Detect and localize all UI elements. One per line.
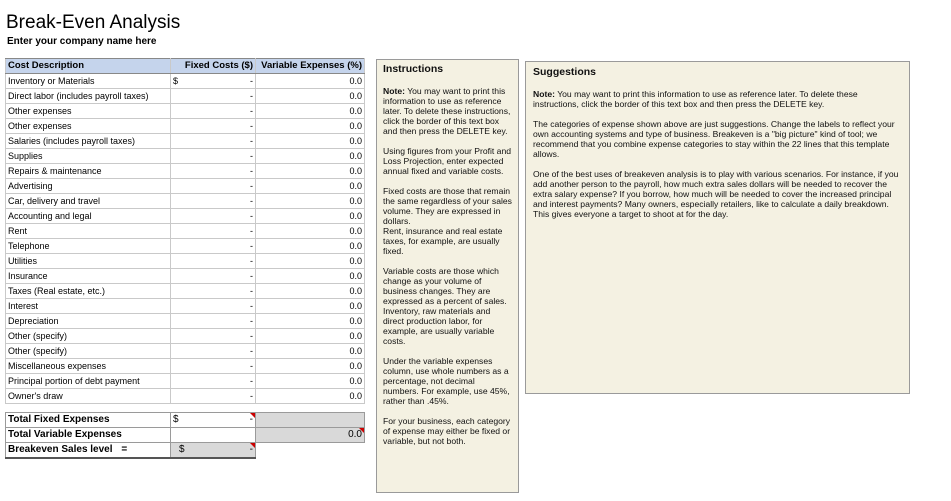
fixed-cost-value: - xyxy=(250,316,253,326)
variable-expense-cell[interactable]: 0.0 xyxy=(256,374,365,389)
table-row xyxy=(6,224,365,239)
fixed-cost-cell[interactable] xyxy=(171,179,256,194)
cost-description-cell[interactable]: Direct labor (includes payroll taxes) xyxy=(6,89,171,104)
variable-expense-cell[interactable]: 0.0 xyxy=(256,224,365,239)
cost-description-cell[interactable]: Advertising xyxy=(6,179,171,194)
variable-expense-cell[interactable]: 0.0 xyxy=(256,164,365,179)
variable-expense-cell[interactable]: 0.0 xyxy=(256,299,365,314)
variable-expense-cell[interactable]: 0.0 xyxy=(256,119,365,134)
breakeven-value: - xyxy=(249,444,253,455)
currency-symbol: $ xyxy=(173,414,179,425)
cost-description-cell[interactable]: Salaries (includes payroll taxes) xyxy=(6,134,171,149)
comment-marker-icon xyxy=(250,443,255,448)
fixed-cost-value: - xyxy=(250,181,253,191)
fixed-cost-cell[interactable] xyxy=(171,254,256,269)
cost-description-cell[interactable]: Utilities xyxy=(6,254,171,269)
variable-expense-cell[interactable]: 0.0 xyxy=(256,89,365,104)
note-text: You may want to print this information to use as reference later. To delete these instructions, click the border of this text box and then press the DELETE key. xyxy=(383,86,511,136)
fixed-cost-value: - xyxy=(250,241,253,251)
fixed-cost-cell[interactable] xyxy=(171,164,256,179)
fixed-cost-cell[interactable] xyxy=(171,104,256,119)
variable-expense-cell[interactable]: 0.0 xyxy=(256,179,365,194)
instructions-paragraph: Variable costs are those which change as your volume of business changes. They are expressed as a percent of sales. Inventory, raw materials and direct production labor, for example, are usually variable costs. xyxy=(383,266,507,346)
suggestions-title: Suggestions xyxy=(533,66,597,78)
fixed-cost-cell[interactable] xyxy=(171,314,256,329)
fixed-cost-value: - xyxy=(250,136,253,146)
variable-expense-cell[interactable]: 0.0 xyxy=(256,269,365,284)
cost-description-cell[interactable]: Owner's draw xyxy=(6,389,171,404)
currency-symbol: $ xyxy=(179,444,185,455)
variable-expense-cell[interactable]: 0.0 xyxy=(256,389,365,404)
comment-marker-icon xyxy=(250,413,255,418)
fixed-cost-cell[interactable] xyxy=(171,299,256,314)
total-variable-fixed-blank xyxy=(171,428,256,443)
cost-description-cell[interactable]: Other (specify) xyxy=(6,344,171,359)
header-variable-expenses: Variable Expenses (%) xyxy=(256,59,365,74)
variable-expense-cell[interactable]: 0.0 xyxy=(256,254,365,269)
fixed-cost-cell[interactable] xyxy=(171,224,256,239)
table-header-row xyxy=(6,59,365,74)
fixed-cost-value: - xyxy=(250,391,253,401)
total-fixed-label: Total Fixed Expenses xyxy=(6,413,171,428)
variable-expense-cell[interactable]: 0.0 xyxy=(256,194,365,209)
fixed-cost-cell[interactable] xyxy=(171,359,256,374)
table-row xyxy=(6,299,365,314)
breakeven-row xyxy=(6,443,365,459)
fixed-cost-value: - xyxy=(250,106,253,116)
fixed-cost-value: - xyxy=(250,331,253,341)
header-cost-description: Cost Description xyxy=(6,59,171,74)
fixed-cost-value: - xyxy=(250,121,253,131)
suggestions-paragraph: The categories of expense shown above are just suggestions. Change the labels to reflect your own accounting systems and type of business. Breakeven is a "big picture" kind of tool; we recommend that you combine expense categories to stay within the 22 lines that this template allows. xyxy=(533,119,895,159)
cost-description-cell[interactable]: Taxes (Real estate, etc.) xyxy=(6,284,171,299)
cost-description-cell[interactable]: Other expenses xyxy=(6,119,171,134)
cost-description-cell[interactable]: Car, delivery and travel xyxy=(6,194,171,209)
total-fixed-value: - xyxy=(249,414,253,425)
fixed-cost-value: - xyxy=(250,376,253,386)
fixed-cost-value: - xyxy=(250,151,253,161)
table-row xyxy=(6,329,365,344)
cost-table xyxy=(5,58,365,404)
cost-description-cell[interactable]: Inventory or Materials xyxy=(6,74,171,89)
note-label: Note: xyxy=(533,89,555,99)
variable-expense-cell[interactable]: 0.0 xyxy=(256,209,365,224)
fixed-cost-value: - xyxy=(250,346,253,356)
variable-expense-cell[interactable]: 0.0 xyxy=(256,149,365,164)
fixed-cost-value: - xyxy=(250,226,253,236)
table-row xyxy=(6,389,365,404)
fixed-cost-value: - xyxy=(250,211,253,221)
fixed-cost-cell[interactable] xyxy=(171,389,256,404)
cost-description-cell[interactable]: Telephone xyxy=(6,239,171,254)
fixed-cost-cell[interactable] xyxy=(171,374,256,389)
note-text: You may want to print this information to use as reference later. To delete these instructions, click the border of this text box and then press the DELETE key. xyxy=(533,89,858,109)
table-row xyxy=(6,74,365,89)
breakeven-equals: = xyxy=(121,444,128,455)
comment-marker-icon xyxy=(359,428,364,433)
instructions-title: Instructions xyxy=(383,63,444,75)
variable-expense-cell[interactable]: 0.0 xyxy=(256,74,365,89)
company-name-cell[interactable]: Enter your company name here xyxy=(7,36,157,47)
fixed-cost-cell[interactable] xyxy=(171,344,256,359)
fixed-cost-cell[interactable] xyxy=(171,284,256,299)
cost-description-cell[interactable]: Principal portion of debt payment xyxy=(6,374,171,389)
variable-expense-cell[interactable]: 0.0 xyxy=(256,329,365,344)
fixed-cost-cell[interactable] xyxy=(171,89,256,104)
cost-description-cell[interactable]: Rent xyxy=(6,224,171,239)
cost-description-cell[interactable]: Other expenses xyxy=(6,104,171,119)
fixed-cost-value: - xyxy=(250,286,253,296)
cost-description-cell[interactable]: Miscellaneous expenses xyxy=(6,359,171,374)
fixed-cost-cell[interactable] xyxy=(171,239,256,254)
table-row xyxy=(6,89,365,104)
totals-table xyxy=(5,412,365,459)
table-row xyxy=(6,314,365,329)
fixed-cost-cell[interactable] xyxy=(171,269,256,284)
fixed-cost-value: - xyxy=(250,271,253,281)
variable-expense-cell[interactable]: 0.0 xyxy=(256,134,365,149)
fixed-cost-cell[interactable] xyxy=(171,209,256,224)
table-row xyxy=(6,269,365,284)
fixed-cost-value: - xyxy=(250,301,253,311)
instructions-textbox[interactable] xyxy=(376,59,519,493)
total-variable-value: 0.0 xyxy=(348,429,362,440)
fixed-cost-cell[interactable] xyxy=(171,119,256,134)
cost-description-cell[interactable]: Supplies xyxy=(6,149,171,164)
instructions-paragraph: Under the variable expenses column, use whole numbers as a percentage, not decimal numbers. For example, use 45%, rather than .45%. xyxy=(383,356,510,406)
suggestions-textbox[interactable] xyxy=(525,61,910,394)
table-row xyxy=(6,209,365,224)
suggestions-note xyxy=(533,89,902,109)
instructions-paragraph: Fixed costs are those that remain the same regardless of your sales volume. They are expressed in dollars. Rent, insurance and real estate taxes, for example, are usually fixed. xyxy=(383,186,512,256)
total-variable-label: Total Variable Expenses xyxy=(6,428,171,443)
variable-expense-cell[interactable]: 0.0 xyxy=(256,359,365,374)
fixed-cost-cell[interactable] xyxy=(171,149,256,164)
table-row xyxy=(6,344,365,359)
fixed-cost-value: - xyxy=(250,196,253,206)
table-row xyxy=(6,104,365,119)
variable-expense-cell[interactable]: 0.0 xyxy=(256,344,365,359)
cost-description-cell[interactable]: Repairs & maintenance xyxy=(6,164,171,179)
table-row xyxy=(6,179,365,194)
cost-description-cell[interactable]: Interest xyxy=(6,299,171,314)
cost-description-cell[interactable]: Accounting and legal xyxy=(6,209,171,224)
fixed-cost-value: - xyxy=(250,361,253,371)
variable-expense-cell[interactable]: 0.0 xyxy=(256,284,365,299)
table-row xyxy=(6,239,365,254)
fixed-cost-value: - xyxy=(250,76,253,86)
fixed-cost-cell[interactable] xyxy=(171,74,256,89)
total-variable-cell[interactable] xyxy=(256,428,365,443)
variable-expense-cell[interactable]: 0.0 xyxy=(256,314,365,329)
table-row xyxy=(6,194,365,209)
fixed-cost-value: - xyxy=(250,91,253,101)
breakeven-label: Breakeven Sales level xyxy=(8,444,113,455)
table-row xyxy=(6,149,365,164)
instructions-paragraph: Using figures from your Profit and Loss Projection, enter expected annual fixed and variable costs. xyxy=(383,146,512,176)
breakeven-label-cell xyxy=(6,443,171,459)
breakeven-cell[interactable] xyxy=(171,443,256,459)
instructions-note xyxy=(383,86,512,136)
fixed-cost-cell[interactable] xyxy=(171,194,256,209)
fixed-cost-cell[interactable] xyxy=(171,329,256,344)
total-fixed-cell[interactable] xyxy=(171,413,256,428)
variable-expense-cell[interactable]: 0.0 xyxy=(256,239,365,254)
variable-expense-cell[interactable]: 0.0 xyxy=(256,104,365,119)
total-fixed-row xyxy=(6,413,365,428)
fixed-cost-cell[interactable] xyxy=(171,134,256,149)
cost-description-cell[interactable]: Depreciation xyxy=(6,314,171,329)
cost-description-cell[interactable]: Insurance xyxy=(6,269,171,284)
fixed-cost-value: - xyxy=(250,256,253,266)
instructions-paragraph: For your business, each category of expense may either be fixed or variable, but not both. xyxy=(383,416,511,446)
table-row xyxy=(6,134,365,149)
total-variable-row xyxy=(6,428,365,443)
cost-description-cell[interactable]: Other (specify) xyxy=(6,329,171,344)
note-label: Note: xyxy=(383,86,405,96)
suggestions-paragraph: One of the best uses of breakeven analysis is to play with various scenarios. For instance, if you add another person to the payroll, how much extra sales dollars will be needed to recover the extra salary expense? If you borrow, how much will be needed to cover the increased principal and interest payments? Many owners, especially retailers, like to calculate a daily breakdown. This gives everyone a target to shoot at for the day. xyxy=(533,169,899,219)
page-title: Break-Even Analysis xyxy=(6,12,181,33)
table-row xyxy=(6,374,365,389)
table-row xyxy=(6,359,365,374)
table-row xyxy=(6,119,365,134)
table-row xyxy=(6,254,365,269)
table-row xyxy=(6,284,365,299)
table-row xyxy=(6,164,365,179)
total-fixed-variable-blank xyxy=(256,413,365,428)
currency-symbol: $ xyxy=(173,76,179,86)
header-fixed-costs: Fixed Costs ($) xyxy=(171,59,256,74)
fixed-cost-value: - xyxy=(250,166,253,176)
